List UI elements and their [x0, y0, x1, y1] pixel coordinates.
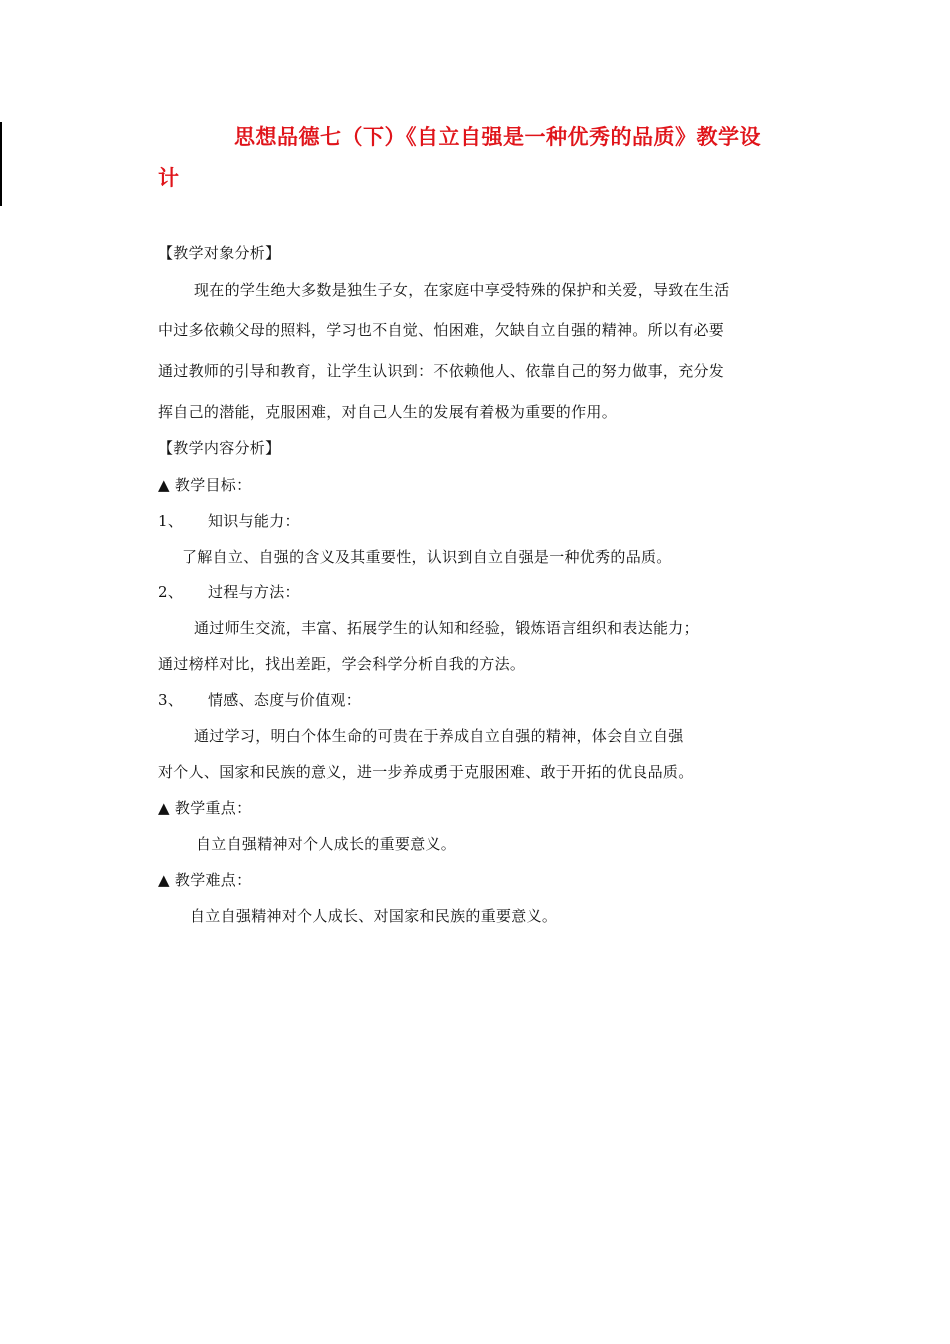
goal-3-number: 3、	[158, 691, 184, 709]
document-title-line2: 计	[158, 165, 180, 190]
goal-2-number: 2、	[158, 583, 184, 601]
goal-3-text-line: 对个人、国家和民族的意义，进一步养成勇于克服困难、敢于开拓的优良品质。	[158, 763, 694, 781]
paragraph-line: 中过多依赖父母的照料，学习也不自觉、怕困难，欠缺自立自强的精神。所以有必要	[158, 321, 725, 339]
paragraph-line: 挥自己的潜能，克服困难，对自己人生的发展有着极为重要的作用。	[158, 403, 618, 421]
goal-3-label: 情感、态度与价值观：	[208, 691, 362, 709]
goal-2-label: 过程与方法：	[208, 583, 300, 601]
key-points-text: 自立自强精神对个人成长的重要意义。	[196, 835, 457, 853]
section-heading-object: 【教学对象分析】	[158, 244, 281, 262]
goal-3	[158, 693, 361, 708]
goal-3-text-line: 通过学习，明白个体生命的可贵在于养成自立自强的精神，体会自立自强	[194, 727, 684, 745]
goal-2-text-line: 通过师生交流，丰富、拓展学生的认知和经验，锻炼语言组织和表达能力；	[194, 619, 699, 637]
goal-2	[158, 585, 300, 600]
key-points-heading: ▲ 教学重点：	[158, 799, 252, 817]
goal-1-label: 知识与能力：	[208, 512, 300, 530]
paragraph-line: 现在的学生绝大多数是独生子女，在家庭中享受特殊的保护和关爱，导致在生活	[194, 281, 730, 299]
section-heading-content: 【教学内容分析】	[158, 439, 281, 457]
goal-2-text-line: 通过榜样对比，找出差距，学会科学分析自我的方法。	[158, 655, 526, 673]
goal-1	[158, 514, 300, 529]
margin-line	[0, 122, 2, 206]
difficult-points-text: 自立自强精神对个人成长、对国家和民族的重要意义。	[190, 907, 558, 925]
difficult-points-heading: ▲ 教学难点：	[158, 871, 252, 889]
document-title-line1: 思想品德七（下）《自立自强是一种优秀的品质》教学设	[234, 124, 761, 149]
goals-heading: ▲ 教学目标：	[158, 476, 252, 494]
goal-1-text: 了解自立、自强的含义及其重要性，认识到自立自强是一种优秀的品质。	[182, 548, 672, 566]
goal-1-number: 1、	[158, 512, 184, 530]
paragraph-line: 通过教师的引导和教育，让学生认识到：不依赖他人、依靠自己的努力做事，充分发	[158, 362, 725, 380]
